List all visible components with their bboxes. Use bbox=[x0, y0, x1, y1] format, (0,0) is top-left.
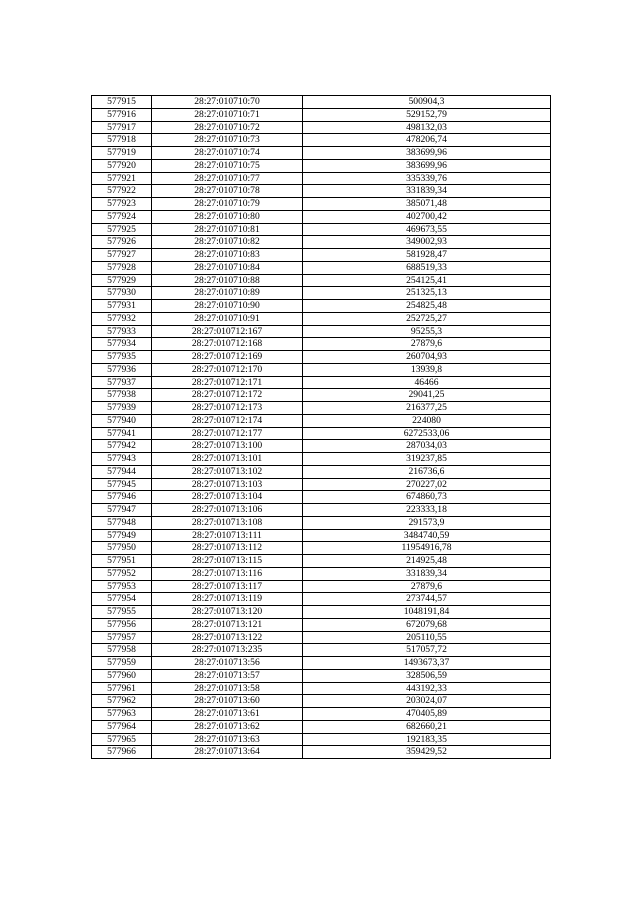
row-number-cell: 577927 bbox=[92, 249, 152, 262]
table-row bbox=[92, 478, 551, 491]
cadastral-number-cell: 28:27:010712:169 bbox=[152, 351, 303, 364]
value-cell: 383699,96 bbox=[303, 147, 551, 160]
row-number-cell: 577925 bbox=[92, 223, 152, 236]
value-cell: 11954916,78 bbox=[303, 542, 551, 555]
cadastral-number-cell: 28:27:010713:120 bbox=[152, 606, 303, 619]
row-number-cell: 577926 bbox=[92, 236, 152, 249]
table-row bbox=[92, 631, 551, 644]
value-cell: 331839,34 bbox=[303, 185, 551, 198]
table-row bbox=[92, 720, 551, 733]
value-cell: 1048191,84 bbox=[303, 606, 551, 619]
table-row bbox=[92, 249, 551, 262]
table-row bbox=[92, 618, 551, 631]
value-cell: 1493673,37 bbox=[303, 657, 551, 670]
value-cell: 383699,96 bbox=[303, 159, 551, 172]
table-row bbox=[92, 159, 551, 172]
value-cell: 291573,9 bbox=[303, 516, 551, 529]
value-cell: 29041,25 bbox=[303, 389, 551, 402]
table-row bbox=[92, 695, 551, 708]
cadastral-number-cell: 28:27:010713:61 bbox=[152, 708, 303, 721]
row-number-cell: 577934 bbox=[92, 338, 152, 351]
cadastral-number-cell: 28:27:010712:172 bbox=[152, 389, 303, 402]
value-cell: 27879,6 bbox=[303, 338, 551, 351]
table-row bbox=[92, 427, 551, 440]
cadastral-number-cell: 28:27:010713:108 bbox=[152, 516, 303, 529]
value-cell: 46466 bbox=[303, 376, 551, 389]
value-cell: 260704,93 bbox=[303, 351, 551, 364]
table-row bbox=[92, 669, 551, 682]
row-number-cell: 577944 bbox=[92, 465, 152, 478]
value-cell: 3484740,59 bbox=[303, 529, 551, 542]
row-number-cell: 577930 bbox=[92, 287, 152, 300]
cadastral-number-cell: 28:27:010713:106 bbox=[152, 504, 303, 517]
table-row bbox=[92, 210, 551, 223]
value-cell: 205110,55 bbox=[303, 631, 551, 644]
value-cell: 95255,3 bbox=[303, 325, 551, 338]
cadastral-number-cell: 28:27:010710:74 bbox=[152, 147, 303, 160]
cadastral-number-cell: 28:27:010713:101 bbox=[152, 453, 303, 466]
row-number-cell: 577935 bbox=[92, 351, 152, 364]
cadastral-number-cell: 28:27:010710:82 bbox=[152, 236, 303, 249]
row-number-cell: 577921 bbox=[92, 172, 152, 185]
row-number-cell: 577962 bbox=[92, 695, 152, 708]
cadastral-number-cell: 28:27:010713:115 bbox=[152, 555, 303, 568]
row-number-cell: 577931 bbox=[92, 300, 152, 313]
row-number-cell: 577937 bbox=[92, 376, 152, 389]
table-row bbox=[92, 657, 551, 670]
value-cell: 224080 bbox=[303, 414, 551, 427]
value-cell: 385071,48 bbox=[303, 198, 551, 211]
cadastral-number-cell: 28:27:010713:56 bbox=[152, 657, 303, 670]
cadastral-number-cell: 28:27:010710:79 bbox=[152, 198, 303, 211]
cadastral-number-cell: 28:27:010710:88 bbox=[152, 274, 303, 287]
value-cell: 254125,41 bbox=[303, 274, 551, 287]
value-cell: 443192,33 bbox=[303, 682, 551, 695]
table-row bbox=[92, 644, 551, 657]
cadastral-number-cell: 28:27:010710:78 bbox=[152, 185, 303, 198]
table-row bbox=[92, 516, 551, 529]
cadastral-number-cell: 28:27:010712:173 bbox=[152, 402, 303, 415]
cadastral-number-cell: 28:27:010710:80 bbox=[152, 210, 303, 223]
row-number-cell: 577949 bbox=[92, 529, 152, 542]
value-cell: 216736,6 bbox=[303, 465, 551, 478]
row-number-cell: 577958 bbox=[92, 644, 152, 657]
cadastral-number-cell: 28:27:010713:112 bbox=[152, 542, 303, 555]
row-number-cell: 577939 bbox=[92, 402, 152, 415]
row-number-cell: 577943 bbox=[92, 453, 152, 466]
table-row bbox=[92, 172, 551, 185]
table-row bbox=[92, 236, 551, 249]
table-row bbox=[92, 376, 551, 389]
row-number-cell: 577953 bbox=[92, 580, 152, 593]
value-cell: 478206,74 bbox=[303, 134, 551, 147]
table-row bbox=[92, 593, 551, 606]
table-row bbox=[92, 134, 551, 147]
table-row bbox=[92, 351, 551, 364]
value-cell: 331839,34 bbox=[303, 567, 551, 580]
table-row bbox=[92, 606, 551, 619]
value-cell: 328506,59 bbox=[303, 669, 551, 682]
row-number-cell: 577917 bbox=[92, 121, 152, 134]
table-row bbox=[92, 746, 551, 759]
cadastral-number-cell: 28:27:010713:60 bbox=[152, 695, 303, 708]
table-row bbox=[92, 504, 551, 517]
cadastral-number-cell: 28:27:010713:100 bbox=[152, 440, 303, 453]
value-cell: 252725,27 bbox=[303, 312, 551, 325]
cadastral-number-cell: 28:27:010710:84 bbox=[152, 261, 303, 274]
cadastral-number-cell: 28:27:010710:77 bbox=[152, 172, 303, 185]
cadastral-number-cell: 28:27:010710:89 bbox=[152, 287, 303, 300]
value-cell: 470405,89 bbox=[303, 708, 551, 721]
value-cell: 469673,55 bbox=[303, 223, 551, 236]
row-number-cell: 577965 bbox=[92, 733, 152, 746]
value-cell: 13939,8 bbox=[303, 363, 551, 376]
table-row bbox=[92, 414, 551, 427]
value-cell: 581928,47 bbox=[303, 249, 551, 262]
cadastral-number-cell: 28:27:010712:177 bbox=[152, 427, 303, 440]
cadastral-number-cell: 28:27:010710:71 bbox=[152, 108, 303, 121]
cadastral-number-cell: 28:27:010713:116 bbox=[152, 567, 303, 580]
value-cell: 251325,13 bbox=[303, 287, 551, 300]
cadastral-number-cell: 28:27:010712:168 bbox=[152, 338, 303, 351]
value-cell: 688519,33 bbox=[303, 261, 551, 274]
cadastral-number-cell: 28:27:010710:83 bbox=[152, 249, 303, 262]
row-number-cell: 577954 bbox=[92, 593, 152, 606]
table-row bbox=[92, 312, 551, 325]
value-cell: 529152,79 bbox=[303, 108, 551, 121]
table-row bbox=[92, 198, 551, 211]
value-cell: 672079,68 bbox=[303, 618, 551, 631]
cadastral-number-cell: 28:27:010712:174 bbox=[152, 414, 303, 427]
cadastral-number-cell: 28:27:010710:73 bbox=[152, 134, 303, 147]
row-number-cell: 577936 bbox=[92, 363, 152, 376]
row-number-cell: 577928 bbox=[92, 261, 152, 274]
cadastral-number-cell: 28:27:010710:81 bbox=[152, 223, 303, 236]
value-cell: 517057,72 bbox=[303, 644, 551, 657]
value-cell: 203024,07 bbox=[303, 695, 551, 708]
row-number-cell: 577940 bbox=[92, 414, 152, 427]
cadastral-number-cell: 28:27:010710:91 bbox=[152, 312, 303, 325]
row-number-cell: 577961 bbox=[92, 682, 152, 695]
row-number-cell: 577950 bbox=[92, 542, 152, 555]
row-number-cell: 577916 bbox=[92, 108, 152, 121]
value-cell: 500904,3 bbox=[303, 96, 551, 109]
row-number-cell: 577915 bbox=[92, 96, 152, 109]
table-row bbox=[92, 121, 551, 134]
cadastral-number-cell: 28:27:010713:62 bbox=[152, 720, 303, 733]
row-number-cell: 577918 bbox=[92, 134, 152, 147]
table-row bbox=[92, 567, 551, 580]
cadastral-number-cell: 28:27:010713:104 bbox=[152, 491, 303, 504]
cadastral-number-cell: 28:27:010710:70 bbox=[152, 96, 303, 109]
table-row bbox=[92, 708, 551, 721]
value-cell: 6272533,06 bbox=[303, 427, 551, 440]
cadastral-number-cell: 28:27:010710:72 bbox=[152, 121, 303, 134]
row-number-cell: 577929 bbox=[92, 274, 152, 287]
table-row bbox=[92, 440, 551, 453]
row-number-cell: 577938 bbox=[92, 389, 152, 402]
cadastral-number-cell: 28:27:010713:235 bbox=[152, 644, 303, 657]
row-number-cell: 577964 bbox=[92, 720, 152, 733]
cadastral-number-cell: 28:27:010712:170 bbox=[152, 363, 303, 376]
value-cell: 27879,6 bbox=[303, 580, 551, 593]
table-row bbox=[92, 185, 551, 198]
cadastral-number-cell: 28:27:010713:117 bbox=[152, 580, 303, 593]
table-row bbox=[92, 389, 551, 402]
cadastral-number-cell: 28:27:010713:122 bbox=[152, 631, 303, 644]
table-row bbox=[92, 682, 551, 695]
data-table bbox=[91, 95, 551, 759]
cadastral-number-cell: 28:27:010713:63 bbox=[152, 733, 303, 746]
value-cell: 319237,85 bbox=[303, 453, 551, 466]
table-row bbox=[92, 338, 551, 351]
row-number-cell: 577941 bbox=[92, 427, 152, 440]
table-row bbox=[92, 402, 551, 415]
row-number-cell: 577922 bbox=[92, 185, 152, 198]
table-row bbox=[92, 733, 551, 746]
cadastral-number-cell: 28:27:010713:57 bbox=[152, 669, 303, 682]
row-number-cell: 577955 bbox=[92, 606, 152, 619]
table-row bbox=[92, 542, 551, 555]
value-cell: 674860,73 bbox=[303, 491, 551, 504]
value-cell: 192183,35 bbox=[303, 733, 551, 746]
table-row bbox=[92, 363, 551, 376]
cadastral-number-cell: 28:27:010713:64 bbox=[152, 746, 303, 759]
value-cell: 359429,52 bbox=[303, 746, 551, 759]
table-row bbox=[92, 223, 551, 236]
row-number-cell: 577966 bbox=[92, 746, 152, 759]
cadastral-number-cell: 28:27:010713:121 bbox=[152, 618, 303, 631]
table-row bbox=[92, 453, 551, 466]
table-row bbox=[92, 96, 551, 109]
cadastral-number-cell: 28:27:010713:58 bbox=[152, 682, 303, 695]
row-number-cell: 577957 bbox=[92, 631, 152, 644]
table-row bbox=[92, 261, 551, 274]
row-number-cell: 577942 bbox=[92, 440, 152, 453]
cadastral-number-cell: 28:27:010710:90 bbox=[152, 300, 303, 313]
cadastral-number-cell: 28:27:010713:103 bbox=[152, 478, 303, 491]
row-number-cell: 577933 bbox=[92, 325, 152, 338]
value-cell: 287034,03 bbox=[303, 440, 551, 453]
row-number-cell: 577959 bbox=[92, 657, 152, 670]
value-cell: 682660,21 bbox=[303, 720, 551, 733]
row-number-cell: 577951 bbox=[92, 555, 152, 568]
cadastral-number-cell: 28:27:010713:111 bbox=[152, 529, 303, 542]
value-cell: 223333,18 bbox=[303, 504, 551, 517]
table-row bbox=[92, 491, 551, 504]
value-cell: 216377,25 bbox=[303, 402, 551, 415]
table-row bbox=[92, 108, 551, 121]
row-number-cell: 577947 bbox=[92, 504, 152, 517]
row-number-cell: 577945 bbox=[92, 478, 152, 491]
cadastral-number-cell: 28:27:010712:167 bbox=[152, 325, 303, 338]
value-cell: 498132,03 bbox=[303, 121, 551, 134]
row-number-cell: 577956 bbox=[92, 618, 152, 631]
row-number-cell: 577920 bbox=[92, 159, 152, 172]
row-number-cell: 577932 bbox=[92, 312, 152, 325]
row-number-cell: 577946 bbox=[92, 491, 152, 504]
value-cell: 273744,57 bbox=[303, 593, 551, 606]
row-number-cell: 577919 bbox=[92, 147, 152, 160]
table-row bbox=[92, 325, 551, 338]
cadastral-number-cell: 28:27:010713:102 bbox=[152, 465, 303, 478]
value-cell: 349002,93 bbox=[303, 236, 551, 249]
table-row bbox=[92, 147, 551, 160]
row-number-cell: 577924 bbox=[92, 210, 152, 223]
table-row bbox=[92, 555, 551, 568]
table-row bbox=[92, 580, 551, 593]
table-row bbox=[92, 300, 551, 313]
value-cell: 254825,48 bbox=[303, 300, 551, 313]
table-row bbox=[92, 274, 551, 287]
value-cell: 270227,02 bbox=[303, 478, 551, 491]
table-body bbox=[92, 96, 551, 759]
cadastral-number-cell: 28:27:010713:119 bbox=[152, 593, 303, 606]
row-number-cell: 577952 bbox=[92, 567, 152, 580]
row-number-cell: 577960 bbox=[92, 669, 152, 682]
row-number-cell: 577948 bbox=[92, 516, 152, 529]
value-cell: 214925,48 bbox=[303, 555, 551, 568]
table-row bbox=[92, 465, 551, 478]
table-row bbox=[92, 529, 551, 542]
row-number-cell: 577963 bbox=[92, 708, 152, 721]
row-number-cell: 577923 bbox=[92, 198, 152, 211]
value-cell: 335339,76 bbox=[303, 172, 551, 185]
cadastral-number-cell: 28:27:010712:171 bbox=[152, 376, 303, 389]
table-row bbox=[92, 287, 551, 300]
cadastral-number-cell: 28:27:010710:75 bbox=[152, 159, 303, 172]
value-cell: 402700,42 bbox=[303, 210, 551, 223]
